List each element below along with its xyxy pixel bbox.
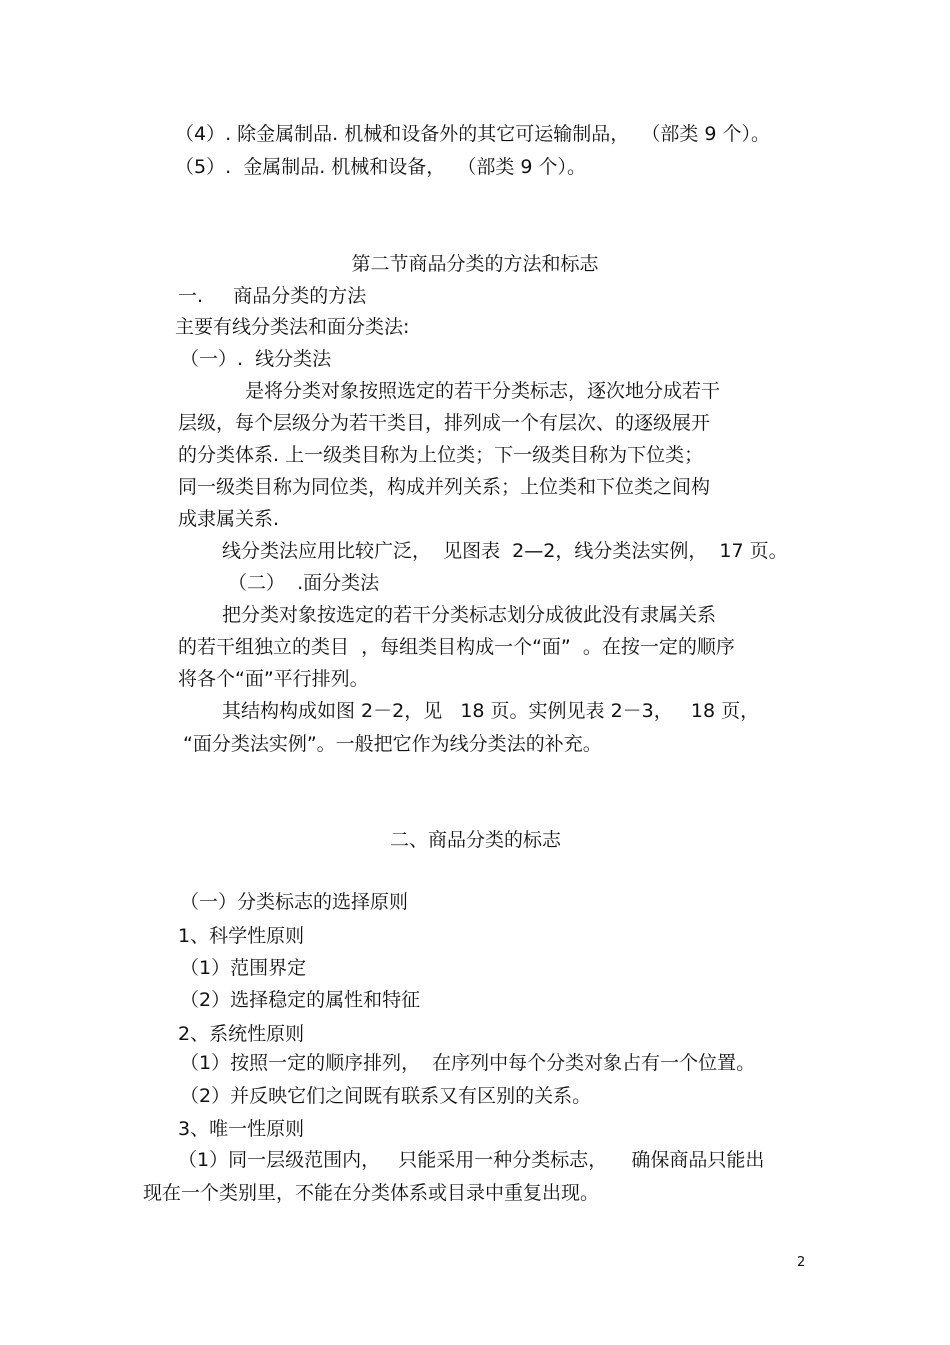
- text-line-28: （1）同一层级范围内， 只能采用一种分类标志， 确保商品只能出: [178, 1149, 765, 1171]
- section-heading: 第二节商品分类的方法和标志: [351, 253, 599, 275]
- item-heading-line-classification: （一）. 线分类法: [180, 348, 332, 370]
- subsection-heading-2: 二、商品分类的标志: [390, 829, 562, 851]
- page-number: 2: [797, 1255, 806, 1270]
- item-heading-facet-classification: （二） .面分类法: [228, 572, 380, 594]
- text-line-16: 将各个“面”平行排列。: [178, 668, 369, 690]
- text-line-1: （4）. 除金属制品. 机械和设备外的其它可运输制品， （部类 9 个）。: [175, 123, 770, 145]
- text-line-18: “面分类法实例”。一般把它作为线分类法的补充。: [183, 733, 602, 755]
- text-line-15: 的若干组独立的类目 ，每组类目构成一个“面” 。在按一定的顺序: [178, 636, 735, 658]
- subsection-heading: 一. 商品分类的方法: [178, 285, 367, 307]
- text-line-2: （5）. 金属制品. 机械和设备， （部类 9 个）。: [175, 156, 587, 178]
- text-line-5: 主要有线分类法和面分类法:: [175, 316, 410, 338]
- text-line-20: （一）分类标志的选择原则: [180, 891, 409, 913]
- text-line-14: 把分类对象按选定的若干分类标志划分成彼此没有隶属关系: [222, 604, 717, 626]
- text-line-27: 3、唯一性原则: [178, 1118, 305, 1140]
- text-line-21: 1、科学性原则: [178, 925, 305, 947]
- text-line-11: 成隶属关系.: [178, 508, 280, 530]
- text-line-23: （2）选择稳定的属性和特征: [180, 989, 421, 1011]
- text-line-7: 是将分类对象按照选定的若干分类标志，逐次地分成若干: [245, 380, 721, 402]
- text-line-8: 层级，每个层级分为若干类目，排列成一个有层次、的逐级展开: [178, 412, 711, 434]
- text-line-26: （2）并反映它们之间既有联系又有区别的关系。: [180, 1085, 592, 1107]
- text-line-22: （1）范围界定: [180, 957, 307, 979]
- text-line-29: 现在一个类别里，不能在分类体系或目录中重复出现。: [143, 1182, 600, 1204]
- text-line-9: 的分类体系. 上一级类目称为上位类；下一级类目称为下位类；: [178, 444, 704, 466]
- text-line-10: 同一级类目称为同位类，构成并列关系；上位类和下位类之间构: [178, 476, 711, 498]
- text-line-25: （1）按照一定的顺序排列， 在序列中每个分类对象占有一个位置。: [180, 1052, 756, 1074]
- text-line-12: 线分类法应用比较广泛， 见图表 2—2，线分类法实例， 17 页。: [222, 540, 788, 562]
- text-line-24: 2、系统性原则: [178, 1023, 305, 1045]
- text-line-17: 其结构构成如图 2－2，见 18 页。实例见表 2－3， 18 页，: [222, 700, 760, 722]
